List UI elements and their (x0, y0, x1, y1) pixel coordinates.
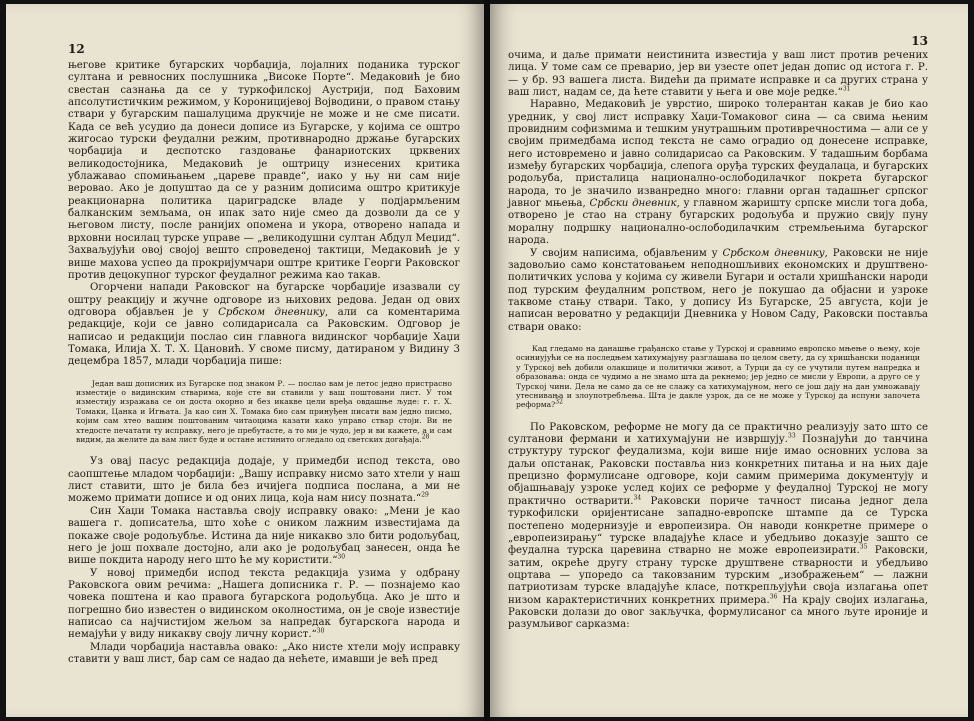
quote-body: Један ваш дописник из Бугарске под знаком Р. — послао вам је летос једно пристрасно изместије о видинским стварима, које сте ви ставили у ваш поштовани лист. У том изместију изражава се он доста окорно и без икакве цели вређа овдашње људе: г. г. Х. Томаки, Цанка и Игњата. Ја као син Х. Томака био сам принуђен писати вам једно писмо, којим сам хтео вашим поштованим читаоцима казати како управо ствар стоји. Ви не хтедосте печатати ту исправку, него је пребутасте, а то ми је чудо, јер и ви кажете, а и сам видим, да желите да вам лист буде и остане истинито огледало од светских догађаја. (76, 378, 452, 445)
paragraph-text: Уз овај пасус редакција додаје, у примедби испод текста, ово саопштење младом чорбаџији: „Вашу исправку нисмо зато хтели у наш лист ставити, што је била без ичијега подписа послана, а ми не можемо примати дописе и од оних лица, која нам нису позната.“ (68, 456, 460, 505)
paragraph-text: У новој примедби испод текста редакција узима у одбрану Раковскога овим речима: „Нашега дописника г. Р. — познајемо као човека поштена и као правога бугарскога родољубца. Ако је што и погрешно био известен о видинском околностима, он је своје известије написао са најчистијом жељом за напредак бугарскога народа и немајући у виду никакву своју личну корист.“ (68, 567, 460, 641)
emphasis: Србски дневник (589, 198, 677, 210)
paragraph: његове критике бугарских чорбаџија, лојалних поданика турског султана и ревносних послушника „Високе Порте“. Медаковић је био свестан сазнања да се у туркофилској Аустрији, под Баховим апсолутистичким режимом, у Короницијевој Војводини, о правом стању ствари у бугарским пашалуцима друкчије не може и не сме писати. Када се већ усудио да донеси дописе из Бугарске, у којима се оштро жигосао турски феудални режим, противнародно држање бугарских чорбаџија и деспотско газдовање фанариотских црквених великодостојника, Медаковић је оштрицу изнесених критика ублажавао спомињањем „цареве правде“, иако у њу ни сам није веровао. Ако је допуштао да се у разним дописима оштро критикује реакционарна политика цариградске владе у подјармљеним балканским земљама, он ипак зато није смео да дозволи да се у његовом листу, после ранијих опомена и укора, отворено напада и врховни носилац турске управе — „великодушни султан Абдул Меџид“. Захваљујући овој својој вешто спроведеној тактици, Медаковић је у више махова успео да прокријумчари оштре критике Георги Раковског против децокупног турског феудалног режима као такав. (68, 60, 460, 281)
quote-text (516, 344, 920, 410)
paragraph-text: Познајући до танчина структуру турског феудализма, који више није имао основних услова за даљи опстанак, Раковски поставља низ конкретних питања и на њих даје прецизно формулисане одговоре, који самим примерима документују и објашњавају узроке услед којих се реформе у феудалној Турској не могу практично остварити. (508, 434, 928, 507)
paragraph-text: Огорчени напади Раковског на бугарске чорбаџије изазвали су оштру реакцију и жучне одговоре из њихових редова. Један од ових одговора објављен је у Србском дневнику, али са коментарима редакције, који се јавно солидарисала са Раковским. Одговор је написао и редакцији послао син главнога видинског чорбаџије Хаџи Томака, Илија Х. Т. Х. Цановић. У своме писму, датираном у Видину 3 децембра 1857, млади чорбаџија пише: (68, 282, 460, 368)
footnote-ref: 30 (337, 553, 346, 561)
footnote-ref: 28 (421, 433, 430, 441)
block-quote (508, 344, 928, 410)
footnote-ref: 30 (316, 627, 325, 635)
paragraph-text: Син Хаџи Томака наставља своју исправку овако: „Мени је као вашега г. дописатеља, што хоће с оником лажним известијама да покаже своје родољубље. Истина да није никакво зло бити родољубац, него је још похвале достојно, али ако је родољубац занесен, онда ће више покдита народу него што ће му користити.“ (68, 505, 460, 567)
quote-text (76, 379, 452, 445)
footnote-ref: 35 (859, 543, 868, 551)
emphasis: Србском дневнику (218, 306, 325, 318)
paragraph (68, 642, 460, 667)
paragraph (68, 506, 460, 568)
page-number: 12 (68, 42, 85, 56)
paragraph-text: Раковски, затим, окреће другу страну турске друштвене стварности и убедљиво оцртава — упоредо са таковзаним турским „изображењем“ — лажни патриотизам турске владајуће класе, поткрепљујући своја излагања опет низом карактеристичних конкретних примера. (508, 545, 928, 606)
footnote-ref: 31 (842, 85, 851, 93)
left-page (6, 4, 484, 717)
paragraph: Наравно, Медаковић је уврстио, широко толерантан какав је био као уредник, у свој лист исправку Хаџи-Томаковог сина — са свима њеним провидним софизмима и тешким унутрашњим противречностима — али се у својим примедбама испод текста не само оградио од донесене исправке, него истовремено и јавно солидарисао са Раковским. У тадашњим борбама између бугарских чорбаџија, слепога оруђа турских феудалаца, и бугарских родољуба, присталица национално-ослободилачког покрета бугарског народа, то је значило изванредно много: главни орган тадашњег српског јавног мњења, Србски дневник, у главном жаришту српске мисли тога доба, отворено је стао на страну бугарских родољуба и пружио свију пуну моралну подршку национално-ослободилачким стремљењима бугарског народа. (508, 99, 928, 247)
paragraph (508, 422, 928, 632)
paragraph: У својим написима, објављеним у Србском дневнику, Раковски не није задовољио само констатовањем неподношљивих економских и друштвено-политичких услова у којима су живели Бугари и остали хришћански народи под турским феудалним ропством, него је покушао да објасни и узроке таквоме стању ствари. Тако, у допису Из Бугарске, 25 августа, који је написан вероватно у редакцији Дневника у Новом Саду, Раковски поставља ствари овако: (508, 247, 928, 333)
paragraph-text: На крају својих излагања, Раковски долази до овог закључка, формулисаног са много љуте ироније и разумљивог сарказма: (508, 594, 928, 631)
paragraph (68, 568, 460, 642)
block-quote (68, 379, 460, 445)
footnote-ref: 29 (421, 492, 429, 500)
paragraph-text: очима, и даље примати неистинита известија у ваш лист против речених лица. У томе сам се преварио, јер ви узесте опет један допис од истога г. Р. — у бр. 93 вашега листа. Видећи да примате исправке и са других страна у ваш лист, надам се, да ћете ставити у њега и ове моје редке.“ (508, 50, 928, 99)
footnote-ref: 32 (555, 398, 563, 406)
footnote-ref: 33 (788, 432, 796, 440)
paragraph (68, 282, 460, 368)
paragraph-text: Раковски пориче тачност писања једног дела туркофилски оријентисане западно-европске штампе да се Турска постепено модернизује и европеизира. Он наводи конкретне примере о „европеизирању“ турске владајуће класе и убедљиво доказује зашто се феудална турска царевина стварно не може европеизирати. (508, 495, 928, 557)
right-page (490, 4, 968, 717)
footnote-ref: 34 (633, 494, 642, 502)
paragraph (68, 456, 460, 505)
left-body (68, 60, 460, 666)
footnote-ref: 36 (769, 593, 778, 601)
page-number: 13 (911, 34, 928, 48)
paragraph-text: По Раковском, реформе не могу да се практично реализују зато што се султанови фермани и хатихумајуни не извршују. (508, 421, 928, 446)
paragraph (508, 50, 928, 99)
right-body (508, 50, 928, 632)
paragraph-text: Млади чорбаџија наставља овако: „Ако нисте хтели моју исправку ставити у ваш лист, бар сам се надао да нећете, имавши је већ пред (68, 641, 460, 665)
emphasis: Србском дневнику (722, 247, 825, 259)
quote-body: Кад гледамо на данашње грађанско стање у Турској и сравнимо европско мњење о њему, које осиниујући се на последњем хатихумајуну разглашава по целом свету, да су хришћански поданици у Турској већ добили олакшице и политички живот, а Турци да су се учутили путем напредка и образовања: онда се чудимо а не знамо шта да рекнемо; јер једно се мисли у Европи, а друго се у Турској чини. Дела не само да се не слажу са хатихумајуном, него се још дају на дан умножавају утеснивања и злоупотребљења. Шта је даклe узрок, да се не може у Турској да испуни започета реформа? (516, 343, 920, 410)
